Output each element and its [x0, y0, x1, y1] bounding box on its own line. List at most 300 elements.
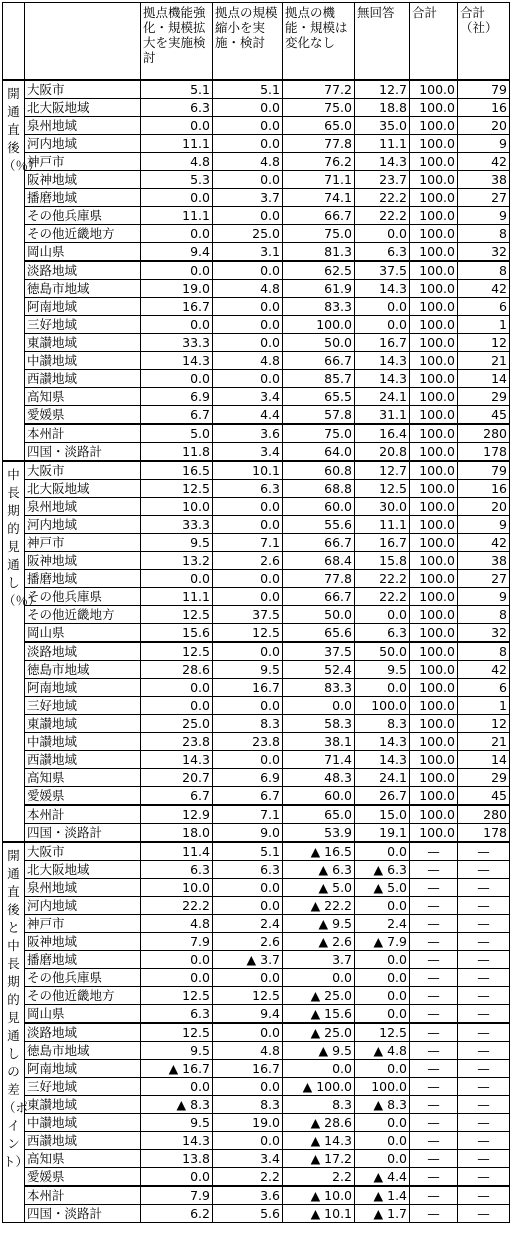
value-cell: ▲ 16.5 — [283, 842, 355, 861]
table-row — [3, 588, 510, 606]
value-cell: 24.1 — [355, 769, 410, 787]
value-cell: — — [458, 879, 510, 897]
value-cell: — — [458, 1023, 510, 1042]
table-row — [3, 933, 510, 951]
value-cell: 31.1 — [355, 406, 410, 425]
value-cell: 0.0 — [213, 570, 283, 588]
value-cell: 6.3 — [213, 480, 283, 498]
table-row — [3, 189, 510, 207]
value-cell: 32 — [458, 624, 510, 643]
value-cell: 19.0 — [141, 280, 213, 298]
value-cell: 12.5 — [213, 624, 283, 643]
value-cell: 100.0 — [410, 624, 458, 643]
value-cell: 0.0 — [213, 1078, 283, 1096]
table-row — [3, 1078, 510, 1096]
value-cell: 42 — [458, 280, 510, 298]
value-cell: 100.0 — [410, 769, 458, 787]
value-cell: — — [458, 1186, 510, 1205]
value-cell: — — [458, 1132, 510, 1150]
value-cell: — — [458, 1078, 510, 1096]
value-cell: 6 — [458, 679, 510, 697]
value-cell: 0.0 — [355, 969, 410, 987]
value-cell: 22.2 — [141, 897, 213, 915]
value-cell: 5.1 — [213, 842, 283, 861]
value-cell: 79 — [458, 461, 510, 480]
value-cell: 11.4 — [141, 842, 213, 861]
region-label: 西讃地域 — [25, 1132, 141, 1150]
value-cell: 6.3 — [141, 1005, 213, 1024]
table-row — [3, 969, 510, 987]
value-cell: 0.0 — [213, 316, 283, 334]
value-cell: 64.0 — [283, 443, 355, 462]
value-cell: 77.2 — [283, 80, 355, 99]
region-label: 神戸市 — [25, 153, 141, 171]
table-row — [3, 1205, 510, 1223]
value-cell: 100.0 — [410, 443, 458, 462]
value-cell: 0.0 — [141, 951, 213, 969]
value-cell: ▲ 25.0 — [283, 1023, 355, 1042]
value-cell: 3.7 — [213, 189, 283, 207]
table-row — [3, 352, 510, 370]
value-cell: 74.1 — [283, 189, 355, 207]
region-label: 東讃地域 — [25, 334, 141, 352]
value-cell: 19.1 — [355, 824, 410, 843]
region-label: 大阪市 — [25, 461, 141, 480]
value-cell: — — [410, 1078, 458, 1096]
value-cell: 6.7 — [141, 406, 213, 425]
value-cell: 21 — [458, 352, 510, 370]
value-cell: 0.0 — [355, 679, 410, 697]
value-cell: ▲ 8.3 — [355, 1096, 410, 1114]
value-cell: ▲ 1.4 — [355, 1186, 410, 1205]
value-cell: 6.9 — [213, 769, 283, 787]
value-cell: 18.0 — [141, 824, 213, 843]
value-cell: 5.1 — [213, 80, 283, 99]
header-row — [3, 3, 510, 81]
value-cell: 0.0 — [355, 1060, 410, 1078]
table-row — [3, 334, 510, 352]
value-cell: 0.0 — [213, 171, 283, 189]
region-label: 神戸市 — [25, 534, 141, 552]
value-cell: 1 — [458, 316, 510, 334]
region-label: 愛媛県 — [25, 787, 141, 806]
table-row — [3, 1096, 510, 1114]
value-cell: 5.0 — [141, 424, 213, 443]
region-label: 阪神地域 — [25, 552, 141, 570]
value-cell: 14 — [458, 370, 510, 388]
value-cell: 6 — [458, 298, 510, 316]
table-row — [3, 1042, 510, 1060]
value-cell: 100.0 — [355, 697, 410, 715]
value-cell: — — [410, 969, 458, 987]
table-row — [3, 261, 510, 280]
region-label: 三好地域 — [25, 316, 141, 334]
value-cell: 77.8 — [283, 570, 355, 588]
region-label: 泉州地域 — [25, 498, 141, 516]
value-cell: 100.0 — [410, 153, 458, 171]
table-row — [3, 406, 510, 425]
table-row — [3, 842, 510, 861]
value-cell: 24.1 — [355, 388, 410, 406]
value-cell: 0.0 — [213, 897, 283, 915]
value-cell: 0.0 — [213, 261, 283, 280]
table-row — [3, 280, 510, 298]
value-cell: 11.1 — [355, 516, 410, 534]
region-label: 東讃地域 — [25, 1096, 141, 1114]
value-cell: 9.5 — [213, 661, 283, 679]
value-cell: 12.5 — [141, 606, 213, 624]
value-cell: 7.1 — [213, 534, 283, 552]
value-cell: 100.0 — [410, 552, 458, 570]
value-cell: 0.0 — [213, 516, 283, 534]
value-cell: 9.4 — [213, 1005, 283, 1024]
value-cell: 18.8 — [355, 99, 410, 117]
value-cell: 100.0 — [410, 606, 458, 624]
value-cell: 75.0 — [283, 99, 355, 117]
value-cell: — — [410, 1023, 458, 1042]
table-row — [3, 1168, 510, 1187]
value-cell: 16.7 — [355, 534, 410, 552]
value-cell: 100.0 — [410, 751, 458, 769]
value-cell: 16.5 — [141, 461, 213, 480]
value-cell: 2.6 — [213, 933, 283, 951]
value-cell: 14.3 — [141, 352, 213, 370]
value-cell: 7.9 — [141, 933, 213, 951]
value-cell: — — [410, 933, 458, 951]
value-cell: 12.5 — [141, 1023, 213, 1042]
region-label: 大阪市 — [25, 80, 141, 99]
value-cell: 7.1 — [213, 805, 283, 824]
value-cell: 5.6 — [213, 1205, 283, 1223]
value-cell: 13.8 — [141, 1150, 213, 1168]
value-cell: 100.0 — [410, 370, 458, 388]
value-cell: ▲ 3.7 — [213, 951, 283, 969]
value-cell: 32 — [458, 243, 510, 262]
header-shrink: 拠点の規模縮小を実施・検討 — [213, 3, 283, 81]
value-cell: ▲ 5.0 — [355, 879, 410, 897]
region-label: 東讃地域 — [25, 715, 141, 733]
value-cell: 100.0 — [410, 298, 458, 316]
region-label: 播磨地域 — [25, 189, 141, 207]
value-cell: 57.8 — [283, 406, 355, 425]
value-cell: 53.9 — [283, 824, 355, 843]
value-cell: 45 — [458, 406, 510, 425]
value-cell: 22.2 — [355, 570, 410, 588]
value-cell: 19.0 — [213, 1114, 283, 1132]
region-label: 淡路地域 — [25, 642, 141, 661]
value-cell: 42 — [458, 534, 510, 552]
value-cell: 75.0 — [283, 424, 355, 443]
value-cell: 4.8 — [213, 352, 283, 370]
value-cell: 83.3 — [283, 298, 355, 316]
value-cell: 10.1 — [213, 461, 283, 480]
value-cell: 65.0 — [283, 117, 355, 135]
table-row — [3, 461, 510, 480]
region-label: その他兵庫県 — [25, 207, 141, 225]
region-label: 北大阪地域 — [25, 861, 141, 879]
table-row — [3, 824, 510, 843]
value-cell: 0.0 — [213, 879, 283, 897]
value-cell: 100.0 — [410, 461, 458, 480]
value-cell: 83.3 — [283, 679, 355, 697]
table-row — [3, 951, 510, 969]
value-cell: 4.8 — [141, 153, 213, 171]
value-cell: 76.2 — [283, 153, 355, 171]
value-cell: — — [410, 1096, 458, 1114]
value-cell: 12.5 — [141, 480, 213, 498]
region-label: 淡路地域 — [25, 1023, 141, 1042]
value-cell: — — [458, 969, 510, 987]
table-row — [3, 697, 510, 715]
value-cell: 38 — [458, 171, 510, 189]
value-cell: 100.0 — [410, 715, 458, 733]
value-cell: — — [410, 897, 458, 915]
value-cell: ▲ 14.3 — [283, 1132, 355, 1150]
value-cell: 30.0 — [355, 498, 410, 516]
table-row — [3, 388, 510, 406]
value-cell: 8.3 — [355, 715, 410, 733]
value-cell: 100.0 — [410, 135, 458, 153]
value-cell: — — [410, 1132, 458, 1150]
value-cell: — — [458, 1168, 510, 1187]
value-cell: 0.0 — [141, 117, 213, 135]
value-cell: 0.0 — [213, 751, 283, 769]
value-cell: 100.0 — [410, 189, 458, 207]
value-cell: 5.1 — [141, 80, 213, 99]
value-cell: 8.3 — [213, 715, 283, 733]
value-cell: 25.0 — [141, 715, 213, 733]
value-cell: — — [458, 987, 510, 1005]
value-cell: 3.6 — [213, 424, 283, 443]
region-label: 西讃地域 — [25, 370, 141, 388]
value-cell: ▲ 1.7 — [355, 1205, 410, 1223]
region-label: 阿南地域 — [25, 298, 141, 316]
value-cell: 100.0 — [410, 588, 458, 606]
value-cell: 100.0 — [410, 261, 458, 280]
value-cell: 11.1 — [141, 588, 213, 606]
value-cell: 14.3 — [355, 751, 410, 769]
value-cell: 0.0 — [355, 987, 410, 1005]
value-cell: — — [458, 861, 510, 879]
table-row — [3, 787, 510, 806]
table-row — [3, 805, 510, 824]
value-cell: 100.0 — [410, 824, 458, 843]
value-cell: 4.8 — [213, 153, 283, 171]
section-label: 中長期的見通し（％） — [3, 461, 25, 842]
value-cell: 3.7 — [283, 951, 355, 969]
table-row — [3, 624, 510, 643]
value-cell: — — [458, 1205, 510, 1223]
region-label: 阿南地域 — [25, 1060, 141, 1078]
value-cell: 22.2 — [355, 207, 410, 225]
value-cell: 66.7 — [283, 352, 355, 370]
value-cell: ▲ 22.2 — [283, 897, 355, 915]
value-cell: 100.0 — [410, 117, 458, 135]
value-cell: 61.9 — [283, 280, 355, 298]
value-cell: — — [410, 915, 458, 933]
header-total: 合計 — [410, 3, 458, 81]
value-cell: 100.0 — [410, 424, 458, 443]
table-row — [3, 534, 510, 552]
value-cell: — — [458, 1042, 510, 1060]
value-cell: ▲ 16.7 — [141, 1060, 213, 1078]
value-cell: 100.0 — [410, 80, 458, 99]
value-cell: ▲ 4.4 — [355, 1168, 410, 1187]
value-cell: 100.0 — [410, 243, 458, 262]
region-label: 徳島市地域 — [25, 1042, 141, 1060]
table-row — [3, 1132, 510, 1150]
value-cell: 100.0 — [410, 805, 458, 824]
value-cell: 14.3 — [355, 370, 410, 388]
value-cell: — — [410, 1114, 458, 1132]
value-cell: 27 — [458, 189, 510, 207]
value-cell: 22.2 — [355, 189, 410, 207]
value-cell: 0.0 — [355, 1132, 410, 1150]
value-cell: 33.3 — [141, 334, 213, 352]
table-row — [3, 679, 510, 697]
value-cell: 0.0 — [141, 316, 213, 334]
value-cell: 0.0 — [355, 842, 410, 861]
value-cell: 100.0 — [355, 1078, 410, 1096]
table-row — [3, 171, 510, 189]
value-cell: — — [410, 1168, 458, 1187]
value-cell: 4.8 — [213, 280, 283, 298]
value-cell: 23.7 — [355, 171, 410, 189]
value-cell: 0.0 — [283, 969, 355, 987]
table-row — [3, 751, 510, 769]
value-cell: 4.4 — [213, 406, 283, 425]
value-cell: 100.0 — [410, 225, 458, 243]
value-cell: 28.6 — [141, 661, 213, 679]
value-cell: — — [410, 1060, 458, 1078]
value-cell: 3.4 — [213, 443, 283, 462]
value-cell: — — [410, 1042, 458, 1060]
value-cell: — — [410, 842, 458, 861]
value-cell: 100.0 — [410, 334, 458, 352]
value-cell: 100.0 — [410, 661, 458, 679]
region-label: 高知県 — [25, 388, 141, 406]
value-cell: 9.5 — [141, 1114, 213, 1132]
region-label: 阪神地域 — [25, 933, 141, 951]
region-label: 愛媛県 — [25, 406, 141, 425]
value-cell: 100.0 — [410, 207, 458, 225]
value-cell: 0.0 — [355, 951, 410, 969]
value-cell: 9 — [458, 516, 510, 534]
region-label: 大阪市 — [25, 842, 141, 861]
value-cell: 6.2 — [141, 1205, 213, 1223]
value-cell: 0.0 — [355, 1114, 410, 1132]
region-label: 四国・淡路計 — [25, 443, 141, 462]
value-cell: 0.0 — [213, 370, 283, 388]
value-cell: 68.8 — [283, 480, 355, 498]
header-blank-2 — [25, 3, 141, 81]
value-cell: 0.0 — [213, 498, 283, 516]
value-cell: 16.7 — [213, 679, 283, 697]
table-row — [3, 861, 510, 879]
value-cell: — — [410, 861, 458, 879]
value-cell: 37.5 — [355, 261, 410, 280]
value-cell: — — [458, 1150, 510, 1168]
value-cell: 100.0 — [410, 570, 458, 588]
table-row — [3, 225, 510, 243]
value-cell: 0.0 — [213, 588, 283, 606]
value-cell: 0.0 — [141, 189, 213, 207]
header-total-companies: 合計（社） — [458, 3, 510, 81]
value-cell: 71.4 — [283, 751, 355, 769]
value-cell: 0.0 — [213, 99, 283, 117]
value-cell: 0.0 — [141, 570, 213, 588]
value-cell: 6.3 — [355, 243, 410, 262]
region-label: 高知県 — [25, 1150, 141, 1168]
value-cell: 0.0 — [141, 1078, 213, 1096]
value-cell: 0.0 — [355, 1005, 410, 1024]
table-row — [3, 207, 510, 225]
value-cell: 16.7 — [355, 334, 410, 352]
value-cell: 5.3 — [141, 171, 213, 189]
table-row — [3, 135, 510, 153]
region-label: 四国・淡路計 — [25, 824, 141, 843]
value-cell: 9 — [458, 588, 510, 606]
value-cell: 4.8 — [141, 915, 213, 933]
value-cell: 9.5 — [141, 534, 213, 552]
value-cell: 20.7 — [141, 769, 213, 787]
value-cell: 100.0 — [410, 516, 458, 534]
table-row — [3, 552, 510, 570]
value-cell: 8.3 — [283, 1096, 355, 1114]
value-cell: 12.7 — [355, 461, 410, 480]
region-label: 北大阪地域 — [25, 99, 141, 117]
value-cell: 4.8 — [213, 1042, 283, 1060]
region-label: 泉州地域 — [25, 117, 141, 135]
value-cell: 0.0 — [355, 1150, 410, 1168]
value-cell: 16 — [458, 99, 510, 117]
value-cell: 58.3 — [283, 715, 355, 733]
value-cell: 280 — [458, 805, 510, 824]
value-cell: ▲ 28.6 — [283, 1114, 355, 1132]
value-cell: 65.6 — [283, 624, 355, 643]
value-cell: 0.0 — [355, 316, 410, 334]
region-label: 阪神地域 — [25, 171, 141, 189]
value-cell: ▲ 5.0 — [283, 879, 355, 897]
table-row — [3, 1186, 510, 1205]
value-cell: 60.8 — [283, 461, 355, 480]
value-cell: 25.0 — [213, 225, 283, 243]
value-cell: 10.0 — [141, 498, 213, 516]
region-label: 三好地域 — [25, 1078, 141, 1096]
region-label: 四国・淡路計 — [25, 1205, 141, 1223]
region-label: 岡山県 — [25, 1005, 141, 1024]
value-cell: 0.0 — [213, 1132, 283, 1150]
value-cell: 35.0 — [355, 117, 410, 135]
value-cell: 50.0 — [355, 642, 410, 661]
value-cell: — — [458, 897, 510, 915]
value-cell: 23.8 — [213, 733, 283, 751]
section-label: 開通直後（％） — [3, 80, 25, 461]
region-label: その他兵庫県 — [25, 588, 141, 606]
table-row — [3, 243, 510, 262]
value-cell: 8 — [458, 261, 510, 280]
value-cell: 0.0 — [141, 370, 213, 388]
value-cell: 100.0 — [410, 697, 458, 715]
table-row — [3, 1150, 510, 1168]
value-cell: 11.8 — [141, 443, 213, 462]
value-cell: 6.3 — [141, 861, 213, 879]
value-cell: 12.9 — [141, 805, 213, 824]
value-cell: 65.0 — [283, 805, 355, 824]
value-cell: 48.3 — [283, 769, 355, 787]
region-label: 阿南地域 — [25, 679, 141, 697]
table-row — [3, 570, 510, 588]
